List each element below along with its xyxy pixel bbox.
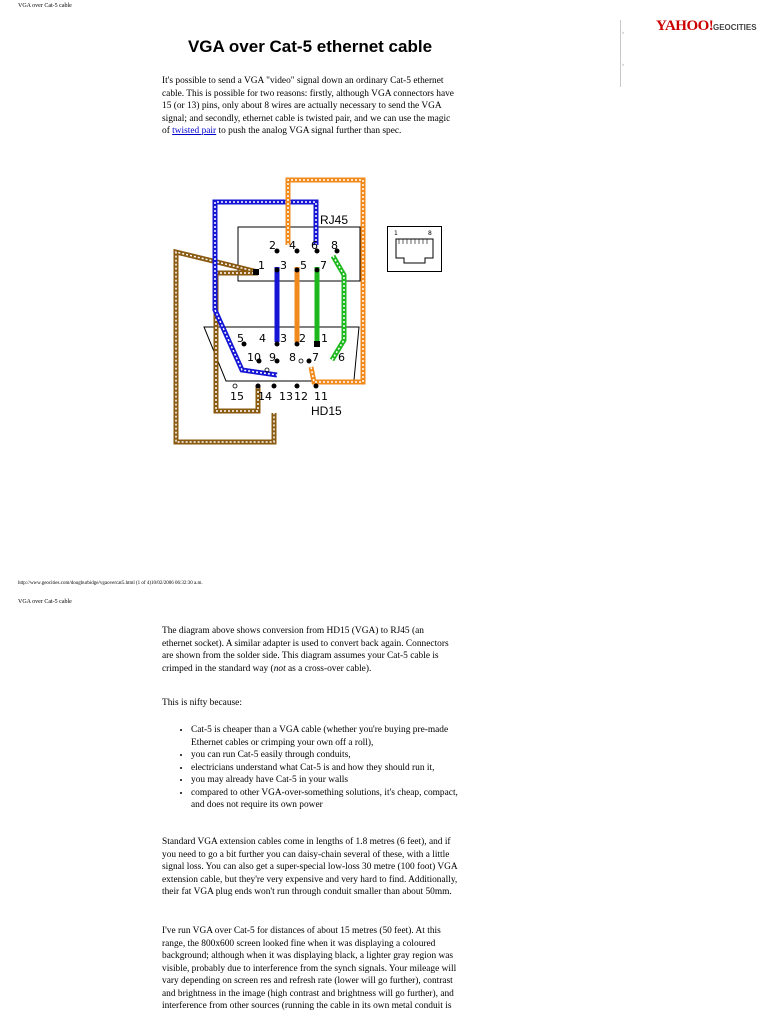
rj45-pin-8: 8 — [331, 239, 338, 252]
list-item: • you can run Cat-5 easily through conduits, — [191, 749, 473, 762]
list-item: • Cat-5 is cheaper than a VGA cable (whether you're buying pre-made Ethernet cables or crimping your own off a roll), — [191, 724, 473, 749]
yahoo-logo[interactable]: YAHOO! — [656, 18, 714, 34]
experience-paragraph: I've run VGA over Cat-5 for distances of about 15 metres (50 feet). At this range, the 800x600 screen looked fine when it was displaying a coloured background; although when it was displaying black, a lighter gray region was visible, probably due to interference from the synch signals. Your mileage will vary depending on screen res and refresh rate (lower will go further), contrast and brightness in the image (high contrast and brightness will go further), and interference from other sources (running the cable in its own metal conduit is — [162, 926, 457, 1011]
hd15-pin-11: 11 — [314, 390, 328, 403]
scroll-up-icon[interactable]: › — [622, 30, 624, 36]
page-title: VGA over Cat-5 ethernet cable — [187, 37, 433, 56]
rj45-pin-3: 3 — [280, 259, 287, 272]
hd15-pin-4: 4 — [259, 332, 266, 345]
rj45-jack-icon — [387, 226, 442, 272]
benefits-list — [178, 724, 473, 812]
hd15-pin-3: 3 — [280, 332, 287, 345]
rj45-pin-5: 5 — [300, 259, 307, 272]
rj45-pin-4: 4 — [289, 239, 296, 252]
hd15-pin-10: 10 — [247, 351, 261, 364]
hd15-pin-6: 6 — [338, 351, 345, 364]
nifty-heading: This is nifty because: — [162, 698, 242, 708]
hd15-pin-13: 13 — [279, 390, 293, 403]
hd15-pin-8: 8 — [289, 351, 296, 364]
page-header: VGA over Cat-5 cable — [18, 3, 72, 9]
extension-cables-paragraph: Standard VGA extension cables come in lengths of 1.8 metres (6 feet), and if you need to go a bit further you can daisy-chain several of these, with a little signal loss. You can also get a super-special low-loss 30 metre (100 foot) VGA extension cable, but they're very expensive and very hard to find. Additionally, their fat VGA plug ends won't run through conduit smaller than about 50mm. — [162, 837, 458, 897]
scroll-down-icon[interactable]: › — [622, 62, 624, 68]
twisted-pair-link[interactable]: twisted pair — [172, 126, 217, 136]
list-item: • compared to other VGA-over-something solutions, it's cheap, compact, and does not require its own power — [191, 787, 473, 812]
list-item: • you may already have Cat-5 in your walls — [191, 774, 473, 787]
geocities-logo[interactable]: GEOCITIES — [713, 23, 757, 32]
hd15-pin-7: 7 — [312, 351, 319, 364]
hd15-pin-15: 15 — [230, 390, 244, 403]
hd15-pin-12: 12 — [294, 390, 308, 403]
footer-url: http://www.geocities.com/dougburbidge/vgaovercat5.html (1 of 4)10/02/2006 06:32:30 a.m. — [18, 581, 203, 586]
intro-paragraph — [162, 75, 454, 138]
rj45-label: RJ45 — [320, 213, 349, 227]
jack-label-1: 1 — [394, 230, 398, 237]
rj45-pin-6: 6 — [311, 239, 318, 252]
vga-rj45-wiring-diagram — [166, 170, 376, 450]
hd15-label: HD15 — [311, 404, 342, 418]
hd15-pin-14: 14 — [258, 390, 272, 403]
intro-text-2: to push the analog VGA signal further than spec. — [218, 126, 402, 136]
desc-text-2: as a cross-over cable). — [285, 663, 372, 674]
hd15-pin-2: 2 — [299, 332, 306, 345]
rj45-pin-2: 2 — [269, 239, 276, 252]
diagram-description — [162, 625, 454, 675]
hd15-pin-5: 5 — [237, 332, 244, 345]
list-item: • electricians understand what Cat-5 is and how they should run it, — [191, 762, 473, 775]
intro-text-1: It's possible to send a VGA "video" signal down an ordinary Cat-5 ethernet cable. This is possible for two reasons: firstly, although VGA connectors have 15 (or 13) pins, only about 8 wires are actually necessary to send the VGA signal; and secondly, ethernet cable is twisted pair, and we can use the magic of — [162, 76, 454, 136]
jack-label-8: 8 — [428, 230, 432, 237]
rj45-pin-1: 1 — [258, 259, 265, 272]
hd15-pin-1: 1 — [321, 332, 328, 345]
hd15-pin-9: 9 — [269, 351, 276, 364]
rj45-pin-7: 7 — [320, 259, 327, 272]
page-header-2: VGA over Cat-5 cable — [18, 599, 72, 605]
desc-emphasis: not — [273, 663, 286, 674]
desc-text-1: The diagram above shows conversion from HD15 (VGA) to RJ45 (an ethernet socket). A similar adapter is used to convert back again. Connectors are shown from the solder side. This diagram assumes your Cat-5 cable is crimped in the standard way ( — [162, 626, 449, 674]
